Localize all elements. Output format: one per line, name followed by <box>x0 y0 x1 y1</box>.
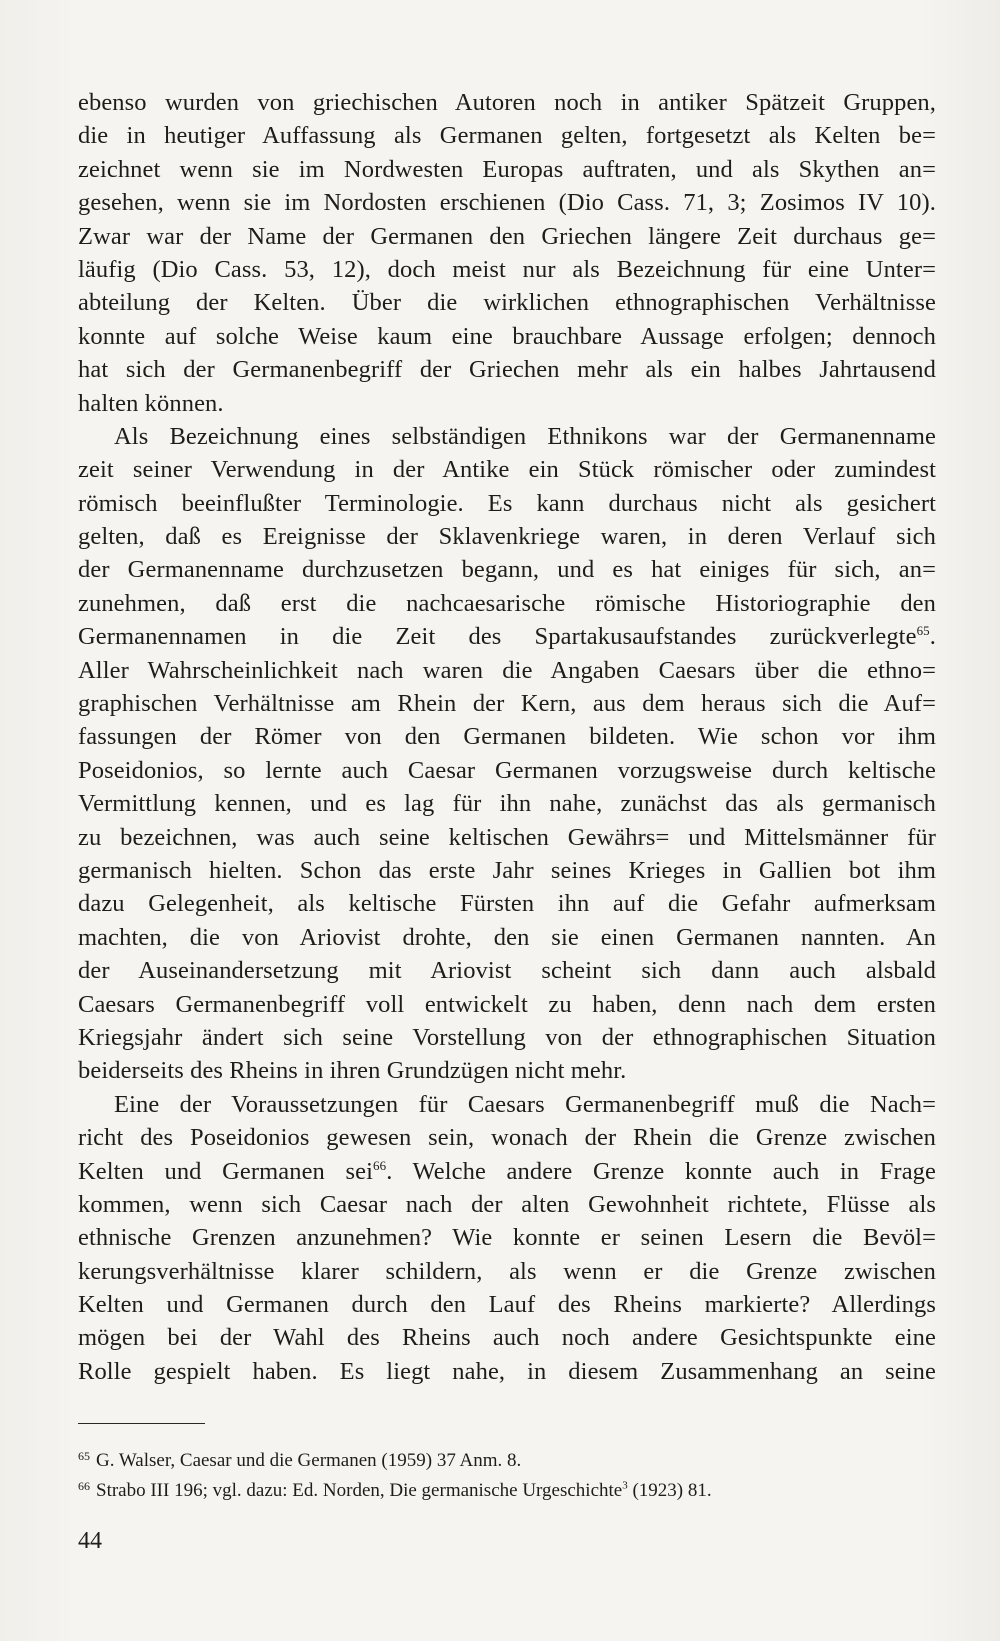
text-line <box>78 1021 936 1054</box>
text-line-content: gesehen, wenn sie im Nordosten erschienen (Dio Cass. 71, 3; Zosimos IV 10). <box>78 189 936 217</box>
text-line <box>78 1321 936 1354</box>
text-line-content: dazu Gelegenheit, als keltische Fürsten ihn auf die Gefahr aufmerksam <box>78 890 936 918</box>
text-line <box>78 387 936 420</box>
text-line <box>78 1355 936 1388</box>
text-line <box>78 520 936 553</box>
text-line <box>78 320 936 353</box>
text-line <box>78 186 936 219</box>
text-line-content: germanisch hielten. Schon das erste Jahr seines Krieges in Gallien bot ihm <box>78 856 936 884</box>
text-line-content: läufig (Dio Cass. 53, 12), doch meist nur als Bezeichnung für eine Unter= <box>78 255 936 283</box>
text-line-content: Caesars Germanenbegriff voll entwickelt zu haben, denn nach dem ersten <box>78 990 936 1018</box>
text-line-continuation: . <box>929 623 936 651</box>
text-line <box>78 86 936 119</box>
text-line-content: zeit seiner Verwendung in der Antike ein Stück römischer oder zumindest <box>78 456 936 484</box>
text-line-content: machten, die von Ariovist drohte, den sie einen Germanen nannten. An <box>78 923 936 951</box>
text-line-content: graphischen Verhältnisse am Rhein der Kern, aus dem heraus sich die Auf= <box>78 690 936 718</box>
text-line-content: kerungsverhältnisse klarer schildern, als wenn er die Grenze zwischen <box>78 1257 936 1285</box>
text-line-content: Kelten und Germanen sei <box>78 1157 373 1185</box>
text-line-content: abteilung der Kelten. Über die wirklichen ethnographischen Verhältnisse <box>78 289 936 317</box>
text-line-content: Germanennamen in die Zeit des Spartakusaufstandes zurückverlegte <box>78 623 917 651</box>
footnote-number: 66 <box>78 1479 90 1493</box>
text-line-content: Als Bezeichnung eines selbständigen Ethnikons war der Germanenname <box>114 422 936 450</box>
text-line-content: ebenso wurden von griechischen Autoren noch in antiker Spätzeit Gruppen, <box>78 89 936 116</box>
text-line-content: der Germanenname durchzusetzen begann, und es hat einiges für sich, an= <box>78 556 936 584</box>
text-line-content: richt des Poseidonios gewesen sein, wonach der Rhein die Grenze zwischen <box>78 1124 936 1152</box>
text-line-content: gelten, daß es Ereignisse der Sklavenkriege waren, in deren Verlauf sich <box>78 523 936 551</box>
text-line <box>78 821 936 854</box>
footnote-reference: 65 <box>916 623 930 639</box>
text-line-content: beiderseits des Rheins in ihren Grundzügen nicht mehr. <box>78 1057 627 1085</box>
text-line <box>78 954 936 987</box>
text-line <box>78 1255 936 1288</box>
text-line <box>78 787 936 820</box>
text-line <box>78 654 936 687</box>
text-line <box>78 1155 936 1188</box>
text-line <box>78 253 936 286</box>
text-line <box>78 487 936 520</box>
text-line-content: zeichnet wenn sie im Nordwesten Europas auftraten, und als Skythen an= <box>78 155 936 183</box>
footnote-text: Strabo III 196; vgl. dazu: Ed. Norden, Die germanische Urgeschichte <box>96 1480 623 1501</box>
footnotes <box>78 1441 936 1501</box>
text-line <box>78 854 936 887</box>
text-line-content: fassungen der Römer von den Germanen bildeten. Wie schon vor ihm <box>78 723 936 751</box>
text-line <box>78 1288 936 1321</box>
text-line-content: römisch beeinflußter Terminologie. Es kann durchaus nicht als gesichert <box>78 489 936 517</box>
text-line-content: Poseidonios, so lernte auch Caesar Germanen vorzugsweise durch keltische <box>78 756 936 784</box>
text-line-content: ethnische Grenzen anzunehmen? Wie konnte er seinen Lesern die Bevöl= <box>78 1224 936 1252</box>
text-line-content: zunehmen, daß erst die nachcaesarische römische Historiographie den <box>78 589 936 617</box>
text-line-content: Kelten und Germanen durch den Lauf des Rheins markierte? Allerdings <box>78 1291 936 1319</box>
text-line-content: hat sich der Germanenbegriff der Griechen mehr als ein halbes Jahrtausend <box>78 356 936 384</box>
text-line <box>78 453 936 486</box>
text-line <box>78 988 936 1021</box>
text-line <box>78 119 936 152</box>
text-line-content: Eine der Voraussetzungen für Caesars Germanenbegriff muß die Nach= <box>114 1090 936 1118</box>
text-line <box>78 587 936 620</box>
text-line-content: Zwar war der Name der Germanen den Griechen längere Zeit durchaus ge= <box>78 222 936 250</box>
footnote <box>78 1441 936 1471</box>
text-line-content: zu bezeichnen, was auch seine keltischen Gewährs= und Mittelsmänner für <box>78 823 936 851</box>
text-line <box>78 921 936 954</box>
text-line-continuation: . Welche andere Grenze konnte auch in Frage <box>386 1157 936 1185</box>
footnote-text-continuation: (1923) 81. <box>627 1480 712 1501</box>
body-text <box>78 86 936 1388</box>
text-line <box>78 1054 936 1087</box>
page-number: 44 <box>78 1528 102 1554</box>
text-line <box>78 1121 936 1154</box>
footnote-separator <box>78 1423 205 1424</box>
footnote-text: G. Walser, Caesar und die Germanen (1959) 37 Anm. 8. <box>96 1450 522 1471</box>
text-line <box>78 553 936 586</box>
text-line <box>78 286 936 319</box>
text-line-content: konnte auf solche Weise kaum eine brauchbare Aussage erfolgen; dennoch <box>78 322 936 350</box>
footnote-reference: 66 <box>372 1157 387 1173</box>
text-line <box>78 620 936 653</box>
footnote-superscript: 3 <box>622 1479 628 1492</box>
text-line <box>78 420 936 453</box>
text-line <box>78 754 936 787</box>
footnote <box>78 1471 936 1501</box>
text-line <box>78 1088 936 1121</box>
text-line-content: mögen bei der Wahl des Rheins auch noch andere Gesichtspunkte eine <box>78 1324 936 1352</box>
text-line-content: Kriegsjahr ändert sich seine Vorstellung von der ethnographischen Situation <box>78 1023 936 1051</box>
text-line <box>78 1221 936 1254</box>
text-line-content: der Auseinandersetzung mit Ariovist scheint sich dann auch alsbald <box>78 957 936 985</box>
text-line-content: Aller Wahrscheinlichkeit nach waren die Angaben Caesars über die ethno= <box>78 656 936 684</box>
text-line-content: die in heutiger Auffassung als Germanen gelten, fortgesetzt als Kelten be= <box>78 122 936 150</box>
text-line-content: kommen, wenn sich Caesar nach der alten Gewohnheit richtete, Flüsse als <box>78 1190 936 1218</box>
text-line <box>78 720 936 753</box>
text-line <box>78 687 936 720</box>
text-line <box>78 220 936 253</box>
text-line <box>78 887 936 920</box>
text-line <box>78 153 936 186</box>
text-line-content: Vermittlung kennen, und es lag für ihn nahe, zunächst das als germanisch <box>78 790 936 818</box>
footnote-number: 65 <box>78 1449 90 1463</box>
text-line <box>78 1188 936 1221</box>
text-line <box>78 353 936 386</box>
text-line-content: Rolle gespielt haben. Es liegt nahe, in diesem Zusammenhang an seine <box>78 1357 936 1385</box>
text-line-content: halten können. <box>78 389 224 417</box>
